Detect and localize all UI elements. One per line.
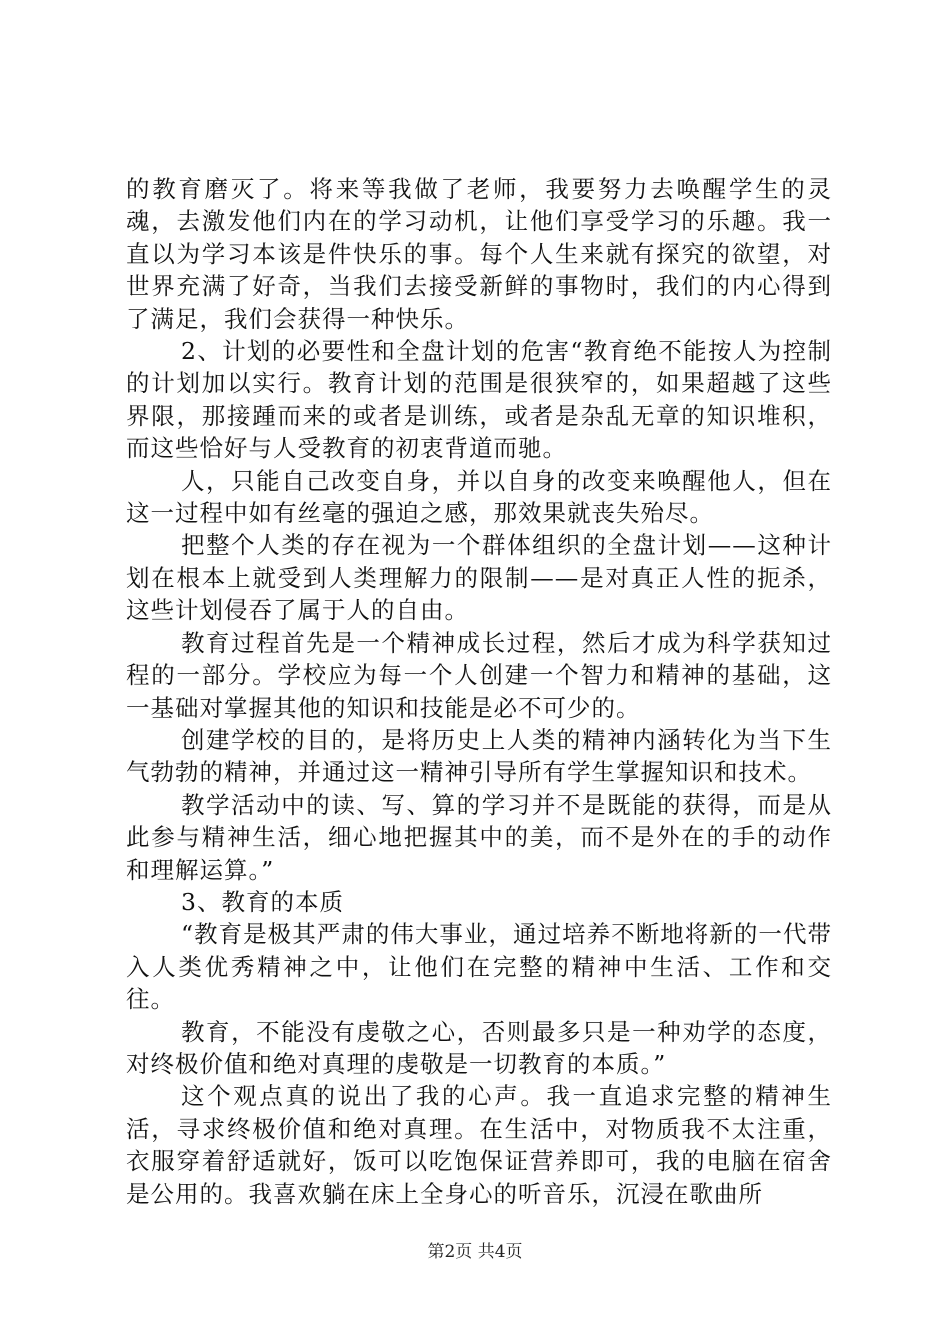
paragraph: 2、计划的必要性和全盘计划的危害“教育绝不能按人为控制的计划加以实行。教育计划的范围是很狭窄的，如果超越了这些界限，那接踵而来的或者是训练，或者是杂乱无章的知识堆积，而这些恰好与人受教育的初衷背道而驰。: [126, 337, 832, 463]
paragraph: 人，只能自己改变自身，并以自身的改变来唤醒他人，但在这一过程中如有丝毫的强迫之感，那效果就丧失殆尽。: [126, 466, 832, 528]
paragraph: 教育过程首先是一个精神成长过程，然后才成为科学获知过程的一部分。学校应为每一个人创建一个智力和精神的基础，这一基础对掌握其他的知识和技能是必不可少的。: [126, 628, 832, 722]
paragraph: 这个观点真的说出了我的心声。我一直追求完整的精神生活，寻求终极价值和绝对真理。在生活中，对物质我不太注重，衣服穿着舒适就好，饭可以吃饱保证营养即可，我的电脑在宿舍是公用的。我喜欢躺在床上全身心的听音乐，沉浸在歌曲所: [126, 1082, 832, 1208]
paragraph: 创建学校的目的，是将历史上人类的精神内涵转化为当下生气勃勃的精神，并通过这一精神引导所有学生掌握知识和技术。: [126, 725, 832, 787]
paragraph: 把整个人类的存在视为一个群体组织的全盘计划——这种计划在根本上就受到人类理解力的限制——是对真正人性的扼杀，这些计划侵吞了属于人的自由。: [126, 531, 832, 625]
paragraph: “教育是极其严肃的伟大事业，通过培养不断地将新的一代带入人类优秀精神之中，让他们在完整的精神中生活、工作和交往。: [126, 920, 832, 1014]
section-heading: 3、教育的本质: [181, 887, 344, 916]
page-number-footer: 第2页 共4页: [427, 1242, 523, 1262]
paragraph: 的教育磨灭了。将来等我做了老师，我要努力去唤醒学生的灵魂，去激发他们内在的学习动机，让他们享受学习的乐趣。我一直以为学习本该是件快乐的事。每个人生来就有探究的欲望，对世界充满了好奇，当我们去接受新鲜的事物时，我们的内心得到了满足，我们会获得一种快乐。: [126, 175, 832, 333]
paragraph: 教学活动中的读、写、算的学习并不是既能的获得，而是从此参与精神生活，细心地把握其中的美，而不是外在的手的动作和理解运算。”: [126, 790, 832, 884]
paragraph: 教育，不能没有虔敬之心，否则最多只是一种劝学的态度，对终极价值和绝对真理的虔敬是一切教育的本质。”: [126, 1017, 832, 1078]
body-text: [126, 173, 832, 1210]
